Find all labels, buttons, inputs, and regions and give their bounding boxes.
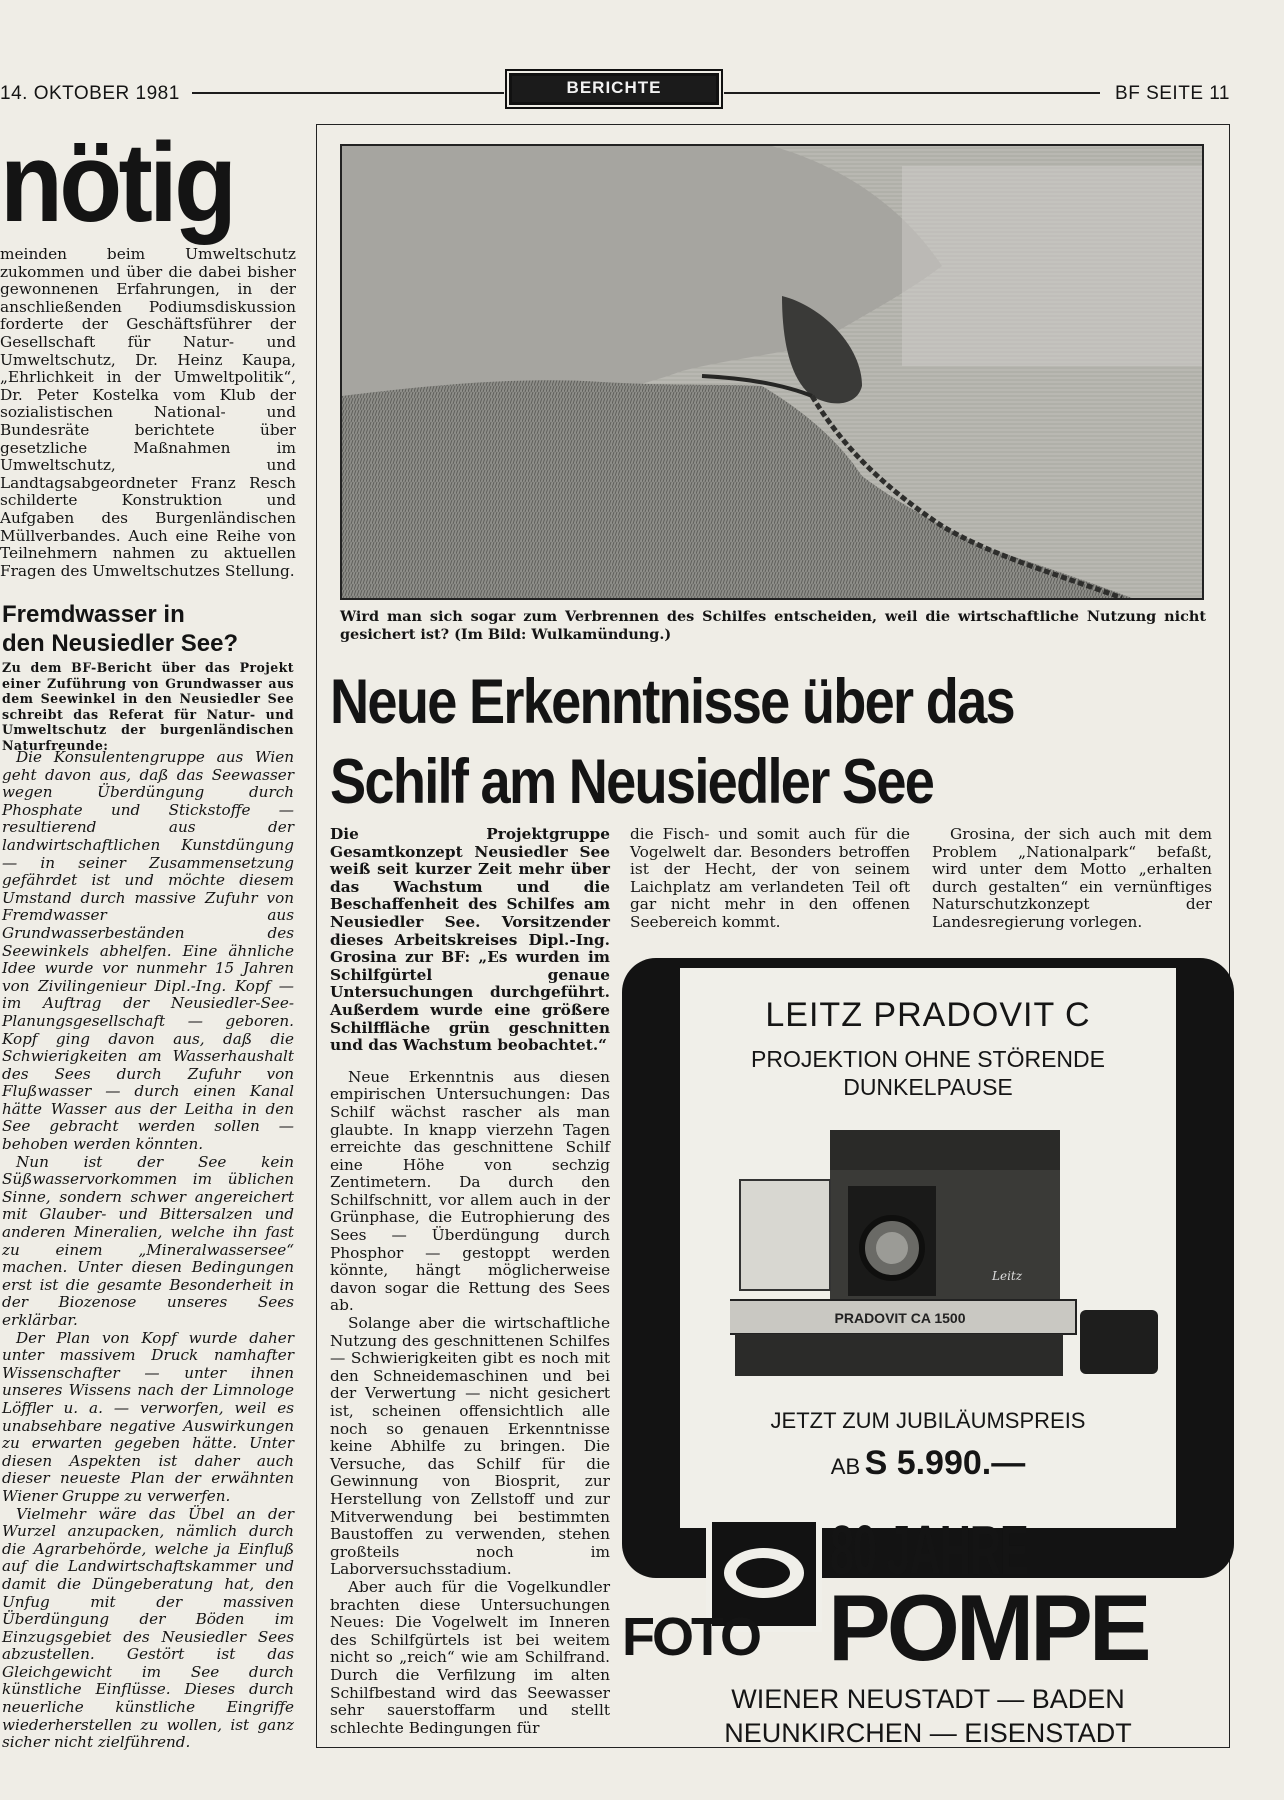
pompe-logo-block (622, 1510, 1234, 1680)
left-paragraph: Vielmehr wäre das Übel an der Wurzel anzupacken, nämlich durch die Agrarbehörde, welche ja Einfluß auf die Landwirtschaftskammer und damit die Düngeberatung hat, den Unfug mit der massiven Überdüngung der Böden im Einzugsgebiet des Neusiedler Sees abzustellen. Gestört ist das Gleichgewicht im See durch künstliche Einflüsse. Dieses durch neuerliche künstliche Eingriffe wiederherstellen zu wollen, ist ganz sicher nicht zielführend. (2, 1504, 294, 1752)
article-column-2 (630, 826, 910, 932)
slide-magazine (740, 1180, 830, 1290)
header-rule-right (724, 92, 1100, 94)
pompe-foto: FOTO (622, 1607, 760, 1667)
left-intro-block (0, 246, 296, 580)
ad-price (680, 1444, 1176, 1483)
remote-control (1080, 1310, 1158, 1374)
ad-subtitle-1: PROJEKTION OHNE STÖRENDE (751, 1046, 1105, 1072)
article-paragraph: die Fisch- und somit auch für die Vogelwelt dar. Besonders betroffen ist der Hecht, der von seinem Laichplatz am verlandeten Teil oft gar nicht mehr in den offenen Seebereich kommt. (630, 825, 910, 931)
left-headline-fragment: nötig (0, 120, 234, 245)
reed-photo-image (342, 146, 1204, 600)
projector-brand: Leitz (992, 1269, 1023, 1283)
left-subheading (2, 600, 298, 658)
pompe-name: POMPE (828, 1575, 1148, 1680)
pompe-anniversary: 80 JAHRE (830, 1511, 1028, 1589)
article-paragraph: Solange aber die wirtschaftliche Nutzung des geschnittenen Schilfes — Schwierigkeiten gibt es noch mit den Schneidemaschinen und bei der Verwertung — nicht gesichert ist, scheinen offensichtlich alle noch so genauen Erkenntnisse keine Abhilfe zu bringen. Die Versuche, das Schilf für die Gewinnung von Biosprit, zur Herstellung von Zellstoff und zur Mitverwendung bei bestimmten Baustoffen zu verwenden, stehen großteils noch im Laborversuchsstadium. (330, 1314, 610, 1579)
ad-price-value: S 5.990.— (864, 1444, 1026, 1482)
article-column-1 (330, 826, 610, 1737)
left-subheading-line2: den Neusiedler See? (2, 630, 239, 657)
ad-locations-2: NEUNKIRCHEN — EISENSTADT (724, 1718, 1132, 1748)
article-lead: Die Projektgruppe Gesamtkonzept Neusiedler See weiß seit kurzer Zeit mehr über das Wachstum und die Beschaffenheit des Schilfes am Neusiedler See. Vorsitzender dieses Arbeitskreises Dipl.-Ing. Grosina zur BF: „Es wurden im Schilfgürtel genaue Untersuchungen durchgeführt. Außerdem wurde eine größere Schilffläche grün geschnitten und das Wachstum beobachtet.“ (330, 825, 610, 1055)
photo-caption: Wird man sich sogar zum Verbrennen des Schilfes entscheiden, weil die wirtschaftliche Nutzung nicht gesichert ist? (Im Bild: Wulkamündung.) (340, 608, 1206, 643)
article-paragraph: Grosina, der sich auch mit dem Problem „Nationalpark“ befaßt, wird unter dem Motto „erhalten durch gestalten“ ein vernünftiges Naturschutzkonzept der Landesregierung vorlegen. (932, 825, 1212, 931)
left-paragraph: Nun ist der See kein Süßwasservorkommen im üblichen Sinne, sondern schwer angereichert mit Glauber- und Bittersalzen und anderen Mineralien, welche ihn fast zu einem „Mineralwassersee“ machen. Unter diesen Bedingungen erst ist die gesamte Besonderheit in der Biozenose unseres Sees erklärbar. (2, 1152, 294, 1329)
left-paragraph: Die Konsulentengruppe aus Wien geht davon aus, daß das Seewasser wegen Überdüngung durch Phosphate und Stickstoffe — resultierend aus der landwirtschaftlichen Kunstdüngung — in seiner Zusammensetzung gefährdet ist und möchte diesem Umstand durch massive Zufuhr von Fremdwasser aus Grundwasserbeständen des Seewinkels abhelfen. Eine ähnliche Idee wurde vor nunmehr 15 Jahren von Zivilingenieur Dipl.-Ing. Kopf — im Auftrag der Neusiedler-See-Planungsgesellschaft — geboren. Kopf ging davon aus, daß die Schwierigkeiten am Wasserhaushalt des Sees durch Zufuhr von Flußwasser — durch einen Kanal hätte Wasser aus der Leitha in den See gebracht werden sollen — behoben werden könnten. (2, 748, 294, 1154)
ad-locations-1: WIENER NEUSTADT — BADEN (731, 1684, 1125, 1714)
headline-line1: Neue Erkenntnisse über das (330, 667, 1014, 737)
projector-top (830, 1130, 1060, 1170)
article-paragraph: Aber auch für die Vogelkundler brachten diese Untersuchungen Neues: Die Vogelwelt im Inneren des Schilfgürtels ist bei weitem nicht so „reich“ wie am Schilfrand. Durch die Verfilzung im alten Schilfbestand wird das Seewasser sehr sauerstoffarm und stellt schlechte Bedingungen für (330, 1577, 610, 1737)
headline-line2: Schilf am Neusiedler See (330, 747, 934, 817)
projector-lens-glass (876, 1232, 908, 1264)
ad-title: LEITZ PRADOVIT C (765, 996, 1091, 1034)
projector-base (735, 1334, 1063, 1376)
projector-model-label: PRADOVIT CA 1500 (834, 1310, 966, 1326)
article-column-3 (932, 826, 1212, 932)
left-subheading-line1: Fremdwasser in (2, 601, 185, 628)
page-number: BF SEITE 11 (1115, 83, 1230, 104)
left-paragraph: Der Plan von Kopf wurde daher unter massivem Druck namhafter Wissenschafter — unter ihnen unseres Wissens nach der Limnologe Löffler u. a. — verworfen, weil es unabsehbare negative Auswirkungen zu erwarten gegeben hätte. Unter diesen Aspekten ist daher auch dieser neueste Plan der erwähnten Wiener Gruppe zu verwerfen. (2, 1328, 294, 1505)
left-lead: Zu dem BF-Bericht über das Projekt einer Zuführung von Grundwasser aus dem Seewinkel in den Neusiedler See schreibt das Referat für Natur- und Umweltschutz der burgenländischen Naturfreunde: (2, 660, 294, 753)
ad-price-prefix: AB (830, 1454, 861, 1479)
section-label: BERICHTE (509, 73, 719, 105)
left-letter-body (2, 749, 294, 1752)
ad-subtitle-2: DUNKELPAUSE (843, 1074, 1013, 1100)
header-rule-left (192, 92, 504, 94)
article-headline (330, 662, 1104, 822)
projector-illustration (730, 1120, 1170, 1390)
header-date: 14. OKTOBER 1981 (0, 83, 180, 104)
ad-offer: JETZT ZUM JUBILÄUMSPREIS (770, 1408, 1086, 1433)
reed-photo (340, 144, 1204, 600)
article-paragraph: Neue Erkenntnis aus diesen empirischen Untersuchungen: Das Schilf wächst rascher als man glaubte. In knapp vierzehn Tagen erreichte das geschnittene Schilf eine Höhe von sechzig Zentimetern. Da durch den Schilfschnitt, vor allem auch in der Grünphase, die Eutrophierung des Sees — Überdüngung durch Phosphor — gestoppt werden könnte, hängt möglicherweise davon sogar die Rettung des Sees ab. (330, 1067, 610, 1315)
left-intro-text: meinden beim Umweltschutz zukommen und über die dabei bisher gewonnenen Erfahrungen, in der anschließenden Podiumsdiskussion forderte der Geschäftsführer der Gesellschaft für Natur- und Umweltschutz, Dr. Heinz Kaupa, „Ehrlichkeit in der Umweltpolitik“, Dr. Peter Kostelka vom Klub der sozialistischen National- und Bundesräte berichtete über gesetzliche Maßnahmen im Umweltschutz, und Landtagsabgeordneter Franz Resch schilderte Konstruktion und Aufgaben des Burgenländischen Müllverbandes. Auch eine Reihe von Teilnehmern nahmen zu aktuellen Fragen des Umweltschutzes Stellung. (0, 245, 296, 580)
